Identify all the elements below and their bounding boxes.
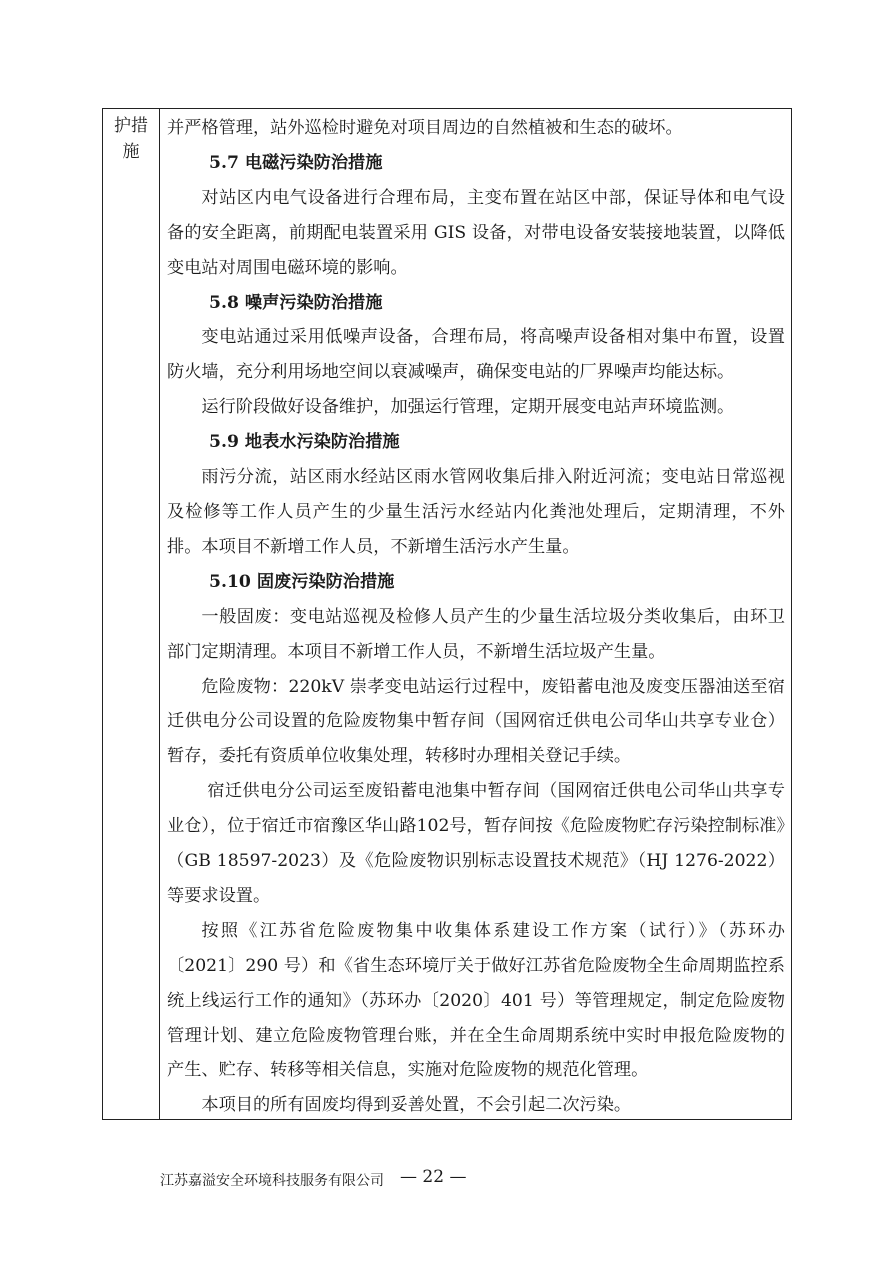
table-row-header xyxy=(103,113,159,165)
paragraph-general-waste: 一般固废：变电站巡视及检修人员产生的少量生活垃圾分类收集后，由环卫部门定期清理。本项目不新增工作人员，不新增生活垃圾产生量。 xyxy=(167,606,785,662)
paragraph-noise-1: 变电站通过采用低噪声设备，合理布局，将高噪声设备相对集中布置，设置防火墙，充分利用场地空间以衰减噪声，确保变电站的厂界噪声均能达标。 xyxy=(167,327,785,383)
paragraph-conclusion: 本项目的所有固废均得到妥善处置，不会引起二次污染。 xyxy=(201,1095,632,1116)
section-heading-5-8: 5.8 噪声污染防治措施 xyxy=(209,292,383,313)
row-header-line-2: 施 xyxy=(122,142,140,162)
section-heading-5-7: 5.7 电磁污染防治措施 xyxy=(209,152,383,173)
paragraph-storage-location: 宿迁供电分公司运至废铅蓄电池集中暂存间（国网宿迁供电公司华山共享专业仓），位于宿迁市宿豫区华山路102号，暂存间按《危险废物贮存污染控制标准》（GB 18597-2023）及《危险废物识别标志设置技术规范》（HJ 1276-2022）等要求设置。 xyxy=(167,781,785,906)
content-table xyxy=(102,108,792,1120)
paragraph-noise-2: 运行阶段做好设备维护，加强运行管理，定期开展变电站声环境监测。 xyxy=(201,397,735,418)
page-footer xyxy=(160,1167,580,1191)
table-cell-content xyxy=(167,111,785,1123)
paragraph-hazardous-waste: 危险废物：220kV 崇孝变电站运行过程中，废铅蓄电池及废变压器油送至宿迁供电分公司设置的危险废物集中暂存间（国网宿迁供电公司华山共享专业仓）暂存，委托有资质单位收集处理，转移时办理相关登记手续。 xyxy=(167,676,785,767)
column-divider xyxy=(159,109,160,1119)
row-header-line-1: 护措 xyxy=(114,116,148,136)
paragraph-electromagnetic: 对站区内电气设备进行合理布局，主变布置在站区中部，保证导体和电气设备的安全距离，前期配电装置采用 GIS 设备，对带电设备安装接地装置，以降低变电站对周围电磁环境的影响。 xyxy=(167,187,785,278)
paragraph-regulations: 按照《江苏省危险废物集中收集体系建设工作方案（试行）》（苏环办〔2021〕290 号）和《省生态环境厅关于做好江苏省危险废物全生命周期监控系统上线运行工作的通知》（苏环办〔2020〕401 号）等管理规定，制定危险废物管理计划、建立危险废物管理台账，并在全生命周期系统中实时申报危险废物的产生、贮存、转移等相关信息，实施对危险废物的规范化管理。 xyxy=(167,920,785,1081)
paragraph-continuation: 并严格管理，站外巡检时避免对项目周边的自然植被和生态的破坏。 xyxy=(167,118,683,138)
page-number: — 22 — xyxy=(400,1167,467,1187)
section-heading-5-9: 5.9 地表水污染防治措施 xyxy=(209,432,400,453)
footer-company-name: 江苏嘉溢安全环境科技服务有限公司 xyxy=(160,1173,384,1189)
section-heading-5-10: 5.10 固废污染防治措施 xyxy=(209,571,395,592)
paragraph-surface-water: 雨污分流，站区雨水经站区雨水管网收集后排入附近河流；变电站日常巡视及检修等工作人员产生的少量生活污水经站内化粪池处理后，定期清理，不外排。本项目不新增工作人员，不新增生活污水产生量。 xyxy=(167,467,785,557)
